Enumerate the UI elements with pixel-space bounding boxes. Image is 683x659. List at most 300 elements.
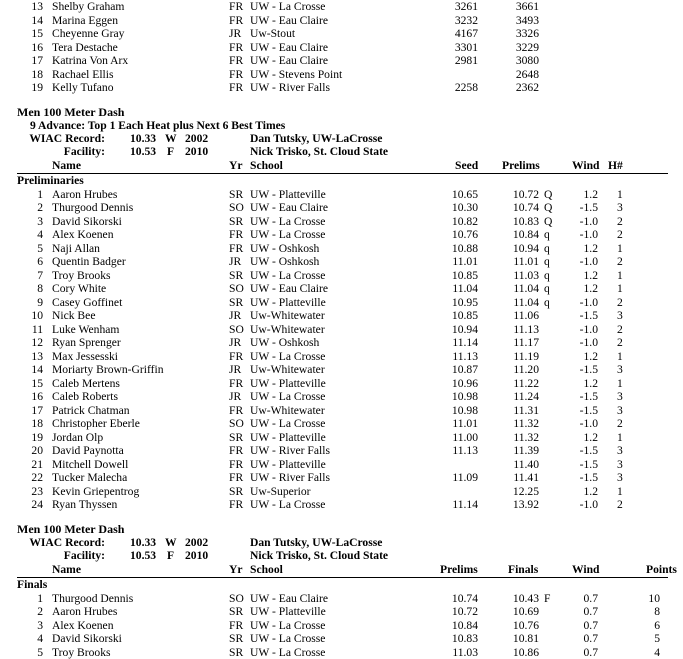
- heat: 3: [617, 201, 623, 214]
- facility-mark: 10.53: [130, 549, 157, 562]
- finals: 10.86: [512, 645, 539, 659]
- seed: 2981: [454, 54, 478, 67]
- prelims: 12.25: [512, 484, 539, 498]
- table-row: [0, 0, 683, 13]
- heat: 3: [617, 457, 623, 471]
- record-mark: 10.33: [130, 535, 157, 549]
- table-row: [0, 431, 683, 444]
- year: SR: [229, 632, 244, 645]
- table-row: [0, 458, 683, 471]
- facility-flag: F: [167, 145, 175, 158]
- seed: 11.14: [452, 498, 478, 511]
- place: 19: [31, 81, 43, 94]
- place: 19: [31, 430, 43, 444]
- athlete-name: Aaron Hrubes: [52, 187, 118, 201]
- record-flag: W: [165, 131, 177, 145]
- header-name: Name: [52, 158, 81, 172]
- prelims: 11.01: [513, 255, 539, 268]
- wind: 1.2: [583, 282, 598, 295]
- prelims: 10.84: [512, 228, 539, 241]
- heat: 2: [617, 295, 623, 309]
- school: UW - La Crosse: [250, 349, 326, 363]
- athlete-name: Max Jessesski: [52, 349, 119, 363]
- school: UW - Platteville: [250, 430, 326, 444]
- header-prelims: Prelims: [440, 562, 478, 576]
- heat: 3: [617, 390, 623, 403]
- place: 11: [31, 322, 43, 336]
- place: 5: [37, 645, 43, 659]
- prelims: 10.83: [451, 632, 478, 645]
- place: 21: [31, 457, 43, 471]
- table-row: [0, 377, 683, 390]
- wind: -1.0: [579, 228, 598, 241]
- school: UW - Eau Claire: [250, 54, 329, 67]
- table-row: [0, 363, 683, 376]
- facility-label: Facility:: [63, 549, 105, 562]
- year: SR: [229, 645, 244, 659]
- seed: 10.98: [451, 403, 478, 417]
- prelims: 13.92: [512, 498, 539, 511]
- athlete-name: Caleb Mertens: [52, 376, 120, 390]
- place: 15: [31, 376, 43, 390]
- wind: 0.7: [583, 591, 598, 605]
- year: FR: [229, 498, 244, 511]
- table-row: [0, 215, 683, 228]
- table-row: [0, 592, 683, 605]
- prelims: 11.41: [513, 471, 539, 484]
- seed: 3261: [454, 0, 478, 13]
- athlete-name: Quentin Badger: [52, 255, 126, 268]
- year: FR: [229, 54, 244, 67]
- record-label: WIAC Record:: [29, 535, 105, 549]
- place: 13: [31, 349, 43, 363]
- athlete-name: Kevin Griepentrog: [52, 484, 140, 498]
- prelims: 11.32: [513, 417, 539, 430]
- year: FR: [229, 13, 244, 27]
- wind: -1.0: [579, 322, 598, 336]
- place: 4: [37, 632, 43, 645]
- heat: 3: [617, 444, 623, 457]
- points: 8: [654, 605, 660, 618]
- table-row: [0, 390, 683, 403]
- athlete-name: Cory White: [52, 282, 107, 295]
- prelims: 3493: [515, 13, 539, 27]
- heat: 1: [617, 376, 623, 390]
- heat: 1: [617, 241, 623, 255]
- event-title: Men 100 Meter Dash: [17, 521, 125, 536]
- seed: 10.85: [451, 268, 478, 282]
- school: UW - Platteville: [250, 187, 326, 201]
- wind: -1.5: [579, 471, 598, 484]
- place: 1: [37, 591, 43, 605]
- year: SO: [229, 282, 244, 295]
- wind: 1.2: [583, 484, 598, 498]
- school: UW - Eau Claire: [250, 13, 329, 27]
- finals: 10.43: [512, 591, 539, 605]
- table-row: [0, 255, 683, 268]
- year: SR: [229, 605, 244, 618]
- heat: 2: [617, 228, 623, 241]
- finals: 10.69: [512, 605, 539, 618]
- seed: 10.82: [451, 214, 478, 228]
- wind: 1.2: [583, 349, 598, 363]
- prelims: 3080: [515, 54, 539, 67]
- table-row: [0, 485, 683, 498]
- school: UW - La Crosse: [250, 618, 326, 632]
- table-row: [0, 350, 683, 363]
- school: UW - Platteville: [250, 376, 326, 390]
- place: 1: [37, 187, 43, 201]
- athlete-name: Troy Brooks: [52, 268, 111, 282]
- school: UW - La Crosse: [250, 214, 326, 228]
- seed: 11.09: [452, 471, 478, 484]
- heat: 3: [617, 363, 623, 376]
- advance-rule: 9 Advance: Top 1 Each Heat plus Next 6 Best Times: [30, 118, 286, 132]
- athlete-name: David Paynotta: [52, 444, 124, 457]
- header-prelims: Prelims: [502, 158, 540, 172]
- table-row: [0, 309, 683, 322]
- athlete-name: Naji Allan: [52, 241, 100, 255]
- prelims: 10.84: [451, 618, 478, 632]
- school: Uw-Whitewater: [250, 403, 325, 417]
- year: FR: [229, 376, 244, 390]
- year: SR: [229, 295, 244, 309]
- year: FR: [229, 457, 244, 471]
- athlete-name: David Sikorski: [52, 214, 122, 228]
- athlete-name: Ryan Sprenger: [52, 336, 121, 349]
- heat: 2: [617, 417, 623, 430]
- athlete-name: Marina Eggen: [52, 13, 118, 27]
- seed: 3232: [454, 13, 478, 27]
- place: 5: [37, 241, 43, 255]
- qualifier: q: [544, 268, 550, 282]
- column-headers: [0, 159, 683, 172]
- prelims: 11.06: [513, 309, 539, 322]
- seed: 10.85: [451, 309, 478, 322]
- heat: 1: [617, 484, 623, 498]
- wind: -1.5: [579, 201, 598, 214]
- header-name: Name: [52, 562, 81, 576]
- place: 13: [31, 0, 43, 13]
- school: UW - Platteville: [250, 605, 326, 618]
- athlete-name: Thurgood Dennis: [52, 591, 134, 605]
- place: 2: [37, 605, 43, 618]
- school: Uw-Stout: [250, 27, 296, 40]
- heat: 2: [617, 498, 623, 511]
- year: FR: [229, 67, 244, 81]
- place: 3: [37, 618, 43, 632]
- table-row: [0, 444, 683, 457]
- heat: 1: [617, 349, 623, 363]
- table-row: [0, 41, 683, 54]
- wind: 0.7: [583, 605, 598, 618]
- prelims: 11.39: [513, 444, 539, 457]
- school: UW - River Falls: [250, 471, 330, 484]
- place: 20: [31, 444, 43, 457]
- wind: -1.5: [579, 457, 598, 471]
- place: 24: [31, 498, 43, 511]
- year: JR: [229, 336, 242, 349]
- heat: 1: [617, 282, 623, 295]
- table-row: [0, 417, 683, 430]
- athlete-name: Caleb Roberts: [52, 390, 119, 403]
- year: SR: [229, 187, 244, 201]
- school: Uw-Whitewater: [250, 363, 325, 376]
- heat: 3: [617, 403, 623, 417]
- table-row: [0, 619, 683, 632]
- header-wind: Wind: [572, 562, 600, 576]
- section-label: Finals: [17, 578, 48, 591]
- place: 2: [37, 201, 43, 214]
- school: UW - Oshkosh: [250, 255, 320, 268]
- athlete-name: Katrina Von Arx: [52, 54, 129, 67]
- prelims: 11.13: [513, 322, 539, 336]
- seed: 10.98: [451, 390, 478, 403]
- place: 22: [31, 471, 43, 484]
- header-heat: H#: [608, 158, 623, 172]
- year: JR: [229, 309, 242, 322]
- qualifier: Q: [544, 187, 553, 201]
- heat: 2: [617, 214, 623, 228]
- prelims: 11.03: [513, 268, 539, 282]
- year: JR: [229, 27, 242, 40]
- prelims: 10.72: [451, 605, 478, 618]
- athlete-name: Kelly Tufano: [52, 81, 114, 94]
- athlete-name: Mitchell Dowell: [52, 457, 129, 471]
- record-year: 2002: [185, 535, 209, 549]
- table-row: [0, 323, 683, 336]
- facility-holder: Nick Trisko, St. Cloud State: [250, 549, 389, 562]
- prelims: 11.17: [513, 336, 539, 349]
- athlete-name: Christopher Eberle: [52, 417, 140, 430]
- school: UW - Eau Claire: [250, 282, 329, 295]
- school: UW - Oshkosh: [250, 241, 320, 255]
- prelims: 11.19: [513, 349, 539, 363]
- wind: 0.7: [583, 632, 598, 645]
- place: 18: [31, 67, 43, 81]
- athlete-name: Shelby Graham: [52, 0, 125, 13]
- table-row: [0, 282, 683, 295]
- athlete-name: Ryan Thyssen: [52, 498, 118, 511]
- year: SR: [229, 484, 244, 498]
- wind: -1.0: [579, 295, 598, 309]
- place: 4: [37, 228, 43, 241]
- record-flag: W: [165, 535, 177, 549]
- seed: 10.94: [451, 322, 478, 336]
- year: FR: [229, 0, 244, 13]
- qualifier: q: [544, 241, 550, 255]
- place: 9: [37, 295, 43, 309]
- event-title: Men 100 Meter Dash: [17, 104, 125, 119]
- school: UW - River Falls: [250, 81, 330, 94]
- heat: 1: [617, 268, 623, 282]
- wind: -1.5: [579, 390, 598, 403]
- year: FR: [229, 81, 244, 94]
- points: 5: [654, 632, 660, 645]
- prelims: 2648: [515, 67, 539, 81]
- school: UW - La Crosse: [250, 268, 326, 282]
- heat: 3: [617, 309, 623, 322]
- year: SO: [229, 417, 244, 430]
- athlete-name: Moriarty Brown-Griffin: [52, 363, 164, 376]
- athlete-name: Luke Wenham: [52, 322, 120, 336]
- table-row: [0, 188, 683, 201]
- prelims: 11.20: [513, 363, 539, 376]
- year: FR: [229, 349, 244, 363]
- section-label: Preliminaries: [17, 174, 84, 187]
- place: 12: [31, 336, 43, 349]
- athlete-name: Cheyenne Gray: [52, 27, 125, 40]
- wind: 1.2: [583, 430, 598, 444]
- place: 6: [37, 255, 43, 268]
- athlete-name: Thurgood Dennis: [52, 201, 134, 214]
- prelims: 11.40: [513, 457, 539, 471]
- points: 10: [648, 591, 660, 605]
- year: SR: [229, 214, 244, 228]
- heat: 2: [617, 255, 623, 268]
- place: 15: [31, 27, 43, 40]
- seed: 10.95: [451, 295, 478, 309]
- athlete-name: Alex Koenen: [52, 618, 114, 632]
- prelims: 11.24: [513, 390, 539, 403]
- seed: 2258: [454, 81, 478, 94]
- finals: 10.76: [512, 618, 539, 632]
- place: 14: [31, 363, 43, 376]
- athlete-name: Tucker Malecha: [52, 471, 128, 484]
- record-flag: F: [544, 591, 551, 605]
- header-seed: Seed: [455, 158, 479, 172]
- header-yr: Yr: [229, 158, 243, 172]
- column-headers: [0, 563, 683, 576]
- seed: 11.04: [452, 282, 478, 295]
- seed: 11.01: [452, 417, 478, 430]
- table-row: [0, 646, 683, 659]
- year: FR: [229, 241, 244, 255]
- year: FR: [229, 618, 244, 632]
- table-row: [0, 404, 683, 417]
- school: UW - La Crosse: [250, 498, 326, 511]
- place: 18: [31, 417, 43, 430]
- year: FR: [229, 228, 244, 241]
- table-row: [0, 605, 683, 618]
- school: UW - Eau Claire: [250, 201, 329, 214]
- finals: 10.81: [512, 632, 539, 645]
- place: 16: [31, 40, 43, 54]
- year: FR: [229, 40, 244, 54]
- facility-year: 2010: [185, 145, 209, 158]
- header-yr: Yr: [229, 562, 243, 576]
- prelims: 3661: [515, 0, 539, 13]
- place: 7: [37, 268, 43, 282]
- facility-holder: Nick Trisko, St. Cloud State: [250, 145, 389, 158]
- qualifier: Q: [544, 201, 553, 214]
- seed: 10.87: [451, 363, 478, 376]
- place: 16: [31, 390, 43, 403]
- heat: 1: [617, 430, 623, 444]
- school: UW - Platteville: [250, 295, 326, 309]
- qualifier: q: [544, 282, 550, 295]
- heat: 1: [617, 187, 623, 201]
- wind: -1.0: [579, 417, 598, 430]
- prelims: 3326: [515, 27, 539, 40]
- wind: 1.2: [583, 241, 598, 255]
- facility-flag: F: [167, 549, 175, 562]
- prelims: 10.94: [512, 241, 539, 255]
- table-row: [0, 81, 683, 94]
- school: Uw-Whitewater: [250, 309, 325, 322]
- prelims: 11.04: [513, 295, 539, 309]
- school: UW - La Crosse: [250, 417, 326, 430]
- athlete-name: Rachael Ellis: [52, 67, 114, 81]
- wind: -1.5: [579, 403, 598, 417]
- seed: 11.00: [452, 430, 478, 444]
- wind: -1.0: [579, 498, 598, 511]
- table-row: [0, 54, 683, 67]
- seed: 11.01: [452, 255, 478, 268]
- table-row: [0, 14, 683, 27]
- school: UW - La Crosse: [250, 645, 326, 659]
- table-row: [0, 242, 683, 255]
- school: UW - La Crosse: [250, 632, 326, 645]
- seed: 10.65: [451, 187, 478, 201]
- record-holder: Dan Tutsky, UW-LaCrosse: [250, 131, 383, 145]
- seed: 11.13: [452, 349, 478, 363]
- school: UW - Stevens Point: [250, 67, 343, 81]
- table-row: [0, 471, 683, 484]
- wind: 1.2: [583, 376, 598, 390]
- table-row: [0, 498, 683, 511]
- seed: 11.14: [452, 336, 478, 349]
- table-row: [0, 632, 683, 645]
- wind: 0.7: [583, 645, 598, 659]
- wind: -1.0: [579, 214, 598, 228]
- seed: 10.76: [451, 228, 478, 241]
- header-points: Points: [646, 562, 677, 576]
- table-row: [0, 269, 683, 282]
- prelims: 10.74: [512, 201, 539, 214]
- athlete-name: Casey Goffinet: [52, 295, 123, 309]
- wind: 0.7: [583, 618, 598, 632]
- year: SR: [229, 430, 244, 444]
- table-row: [0, 201, 683, 214]
- points: 4: [654, 645, 660, 659]
- prelims: 11.22: [513, 376, 539, 390]
- place: 10: [31, 309, 43, 322]
- prelims: 11.31: [513, 403, 539, 417]
- place: 17: [31, 54, 43, 67]
- year: FR: [229, 444, 244, 457]
- athlete-name: Tera Destache: [52, 40, 118, 54]
- athlete-name: Nick Bee: [52, 309, 96, 322]
- heat: 2: [617, 322, 623, 336]
- athlete-name: Alex Koenen: [52, 228, 114, 241]
- seed: 10.88: [451, 241, 478, 255]
- record-year: 2002: [185, 131, 209, 145]
- year: JR: [229, 363, 242, 376]
- year: JR: [229, 255, 242, 268]
- header-wind: Wind: [572, 158, 600, 172]
- header-finals: Finals: [508, 562, 539, 576]
- seed: 10.30: [451, 201, 478, 214]
- school: UW - Platteville: [250, 457, 326, 471]
- prelims: 11.03: [452, 645, 478, 659]
- table-row: [0, 228, 683, 241]
- prelims: 3229: [515, 40, 539, 54]
- prelims: 10.74: [451, 591, 478, 605]
- athlete-name: Troy Brooks: [52, 645, 111, 659]
- year: JR: [229, 390, 242, 403]
- place: 3: [37, 214, 43, 228]
